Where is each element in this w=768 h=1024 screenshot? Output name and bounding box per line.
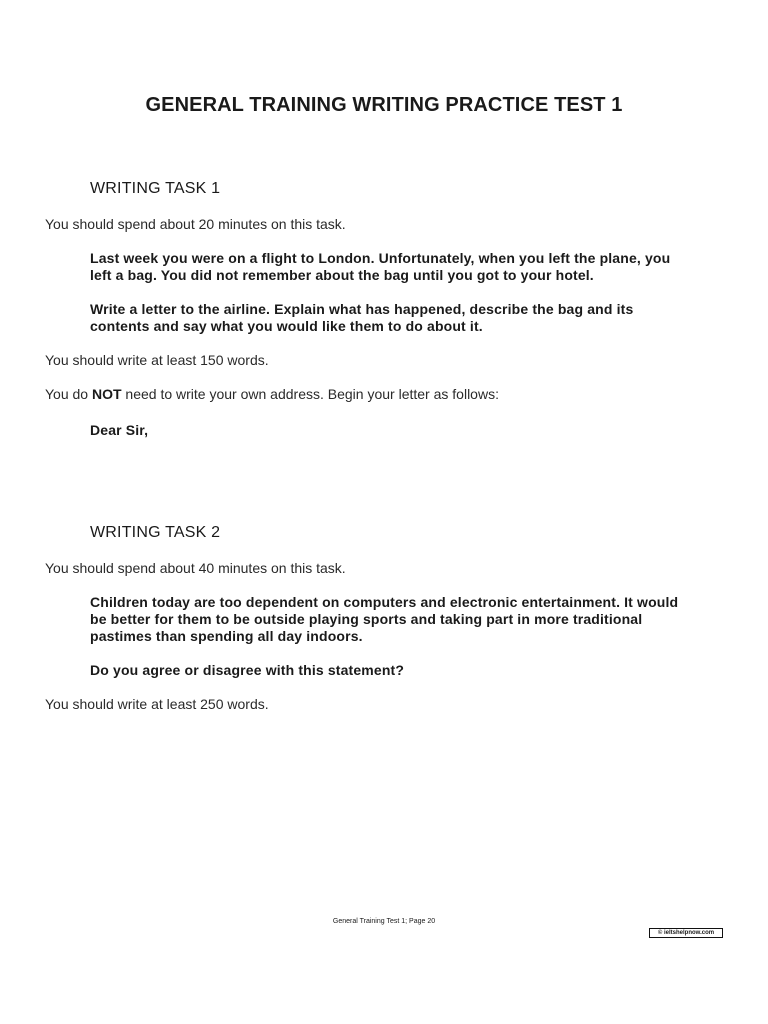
task1-heading: WRITING TASK 1: [90, 180, 221, 197]
task1-time-instruction: You should spend about 20 minutes on this task.: [45, 216, 346, 232]
footer-page-label: General Training Test 1; Page 20: [332, 918, 436, 925]
task2-time-instruction: You should spend about 40 minutes on this task.: [45, 560, 346, 576]
page-title: GENERAL TRAINING WRITING PRACTICE TEST 1: [145, 94, 623, 116]
footer-site-badge: © ieltshelpnow.com: [649, 928, 723, 938]
task2-prompt-paragraph-2: Do you agree or disagree with this statement?: [90, 662, 405, 678]
task2-prompt-paragraph-1: Children today are too dependent on computers and electronic entertainment. It would be better for them to be outside playing sports and taking part in more traditional pastimes than spending all day indoors.: [90, 594, 679, 644]
task1-prompt-paragraph-2: Write a letter to the airline. Explain what has happened, describe the bag and its contents and say what you would like them to do about it.: [90, 301, 634, 334]
task2-word-instruction: You should write at least 250 words.: [45, 696, 269, 712]
task1-word-instruction: You should write at least 150 words.: [45, 352, 269, 368]
address-instruction-after: need to write your own address. Begin your letter as follows:: [121, 386, 499, 402]
address-instruction-before: You do: [45, 386, 92, 402]
task1-salutation: Dear Sir,: [90, 422, 149, 438]
task1-address-instruction: [45, 386, 499, 402]
address-instruction-emphasis: NOT: [91, 386, 122, 402]
task2-heading: WRITING TASK 2: [90, 524, 221, 541]
task1-prompt-paragraph-1: Last week you were on a flight to London. Unfortunately, when you left the plane, you left a bag. You did not remember about the bag until you got to your hotel.: [90, 250, 671, 283]
